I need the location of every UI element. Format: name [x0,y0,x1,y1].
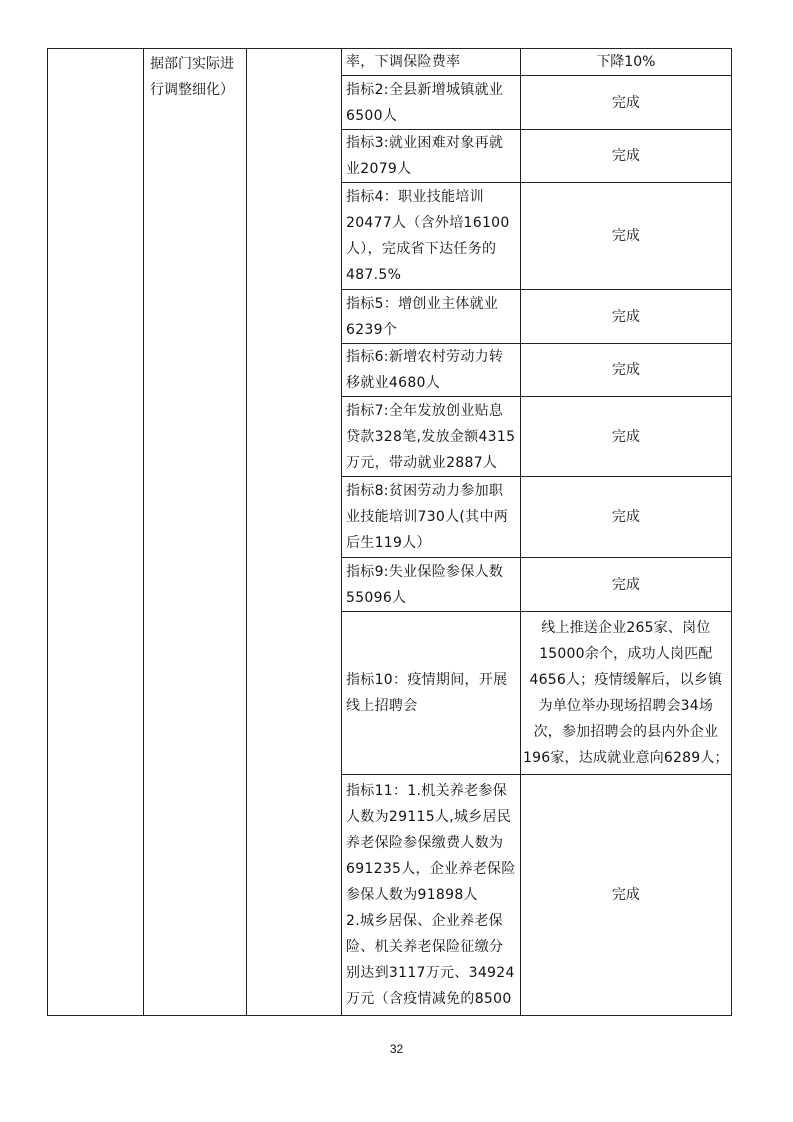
indicator-line: 691235人，企业养老保险 [346,861,516,877]
indicator-cell [342,183,521,290]
result-line: 完成 [611,228,640,244]
note-line: 据部门实际进 [150,56,234,72]
indicator-cell [342,612,521,775]
note-line: 行调整细化） [150,82,234,98]
indicator-line: 业技能培训730人(其中两 [346,509,509,525]
indicator-line: 险、机关养老保险征缴分 [346,939,504,955]
indicator-line: 移就业4680人 [346,375,441,391]
indicator-cell [342,290,521,344]
indicator-line: 6500人 [346,107,398,124]
indicator-cell [342,477,521,558]
indicator-cell [342,49,521,76]
note-cell [144,49,247,1016]
indicator-line: 养老保险参保缴费人数为 [346,835,504,851]
result-line: 4656人；疫情缓解后，以乡镇 [529,672,723,688]
result-line: 完成 [611,362,640,378]
indicator-line: 后生119人） [346,535,431,551]
indicator-line: 指标11：1.机关养老参保 [346,783,508,799]
indicator-line: 指标5：增创业主体就业 [346,295,499,312]
indicator-line: 487.5% [346,267,402,283]
result-line: 196家，达成就业意向6289人； [523,750,729,766]
result-line: 完成 [611,94,640,111]
indicator-line: 指标10：疫情期间，开展 [346,672,508,688]
indicator-cell [342,775,521,1016]
indicator-cell [342,130,521,183]
indicator-line: 人），完成省下达任务的 [346,241,497,257]
result-cell [521,344,732,397]
result-line: 完成 [611,887,640,903]
indicator-line: 55096人 [346,589,407,606]
page-number: 32 [389,1042,404,1056]
indicator-line: 指标6:新增农村劳动力转 [346,349,504,365]
result-cell [521,183,732,290]
result-line: 完成 [611,428,640,445]
indicator-line: 线上招聘会 [346,698,418,714]
indicator-line: 指标7:全年发放创业贴息 [346,402,504,419]
indicator-cell [342,558,521,612]
result-line: 线上推送企业265家、岗位 [541,620,711,636]
indicator-line: 贷款328笔,发放金额4315 [346,428,516,445]
result-cell [521,558,732,612]
indicator-line: 万元，带动就业2887人 [346,454,498,471]
result-line: 完成 [611,308,640,325]
indicator-line: 指标9:失业保险参保人数 [346,563,504,580]
result-cell [521,130,732,183]
indicator-cell [342,397,521,477]
indicator-line: 指标2:全县新增城镇就业 [346,81,504,98]
empty-category-cell [48,49,144,1016]
indicator-line: 率，下调保险费率 [346,54,461,70]
result-cell [521,775,732,1016]
indicator-line: 业2079人 [346,161,412,177]
empty-cell [247,49,342,1016]
indicator-line: 指标4：职业技能培训 [346,189,484,205]
indicator-line: 6239个 [346,321,398,338]
table-row [48,49,732,76]
result-cell [521,76,732,130]
indicator-line: 指标8:贫困劳动力参加职 [346,483,504,499]
result-line: 完成 [611,576,640,593]
indicator-table [47,48,732,1016]
result-line: 完成 [611,148,640,164]
result-cell [521,612,732,775]
indicator-line: 参保人数为91898人 [346,887,478,903]
indicator-cell [342,76,521,130]
indicator-line: 别达到3117万元、34924 [346,965,515,981]
result-cell [521,477,732,558]
indicator-line: 2.城乡居保、企业养老保 [346,913,503,929]
indicator-cell [342,344,521,397]
result-line: 下降10% [596,54,656,70]
result-line: 为单位举办现场招聘会34场 [538,698,714,714]
result-cell [521,397,732,477]
indicator-line: 人数为29115人,城乡居民 [346,809,512,825]
indicator-line: 20477人（含外培16100 [346,215,510,231]
indicator-line: 指标3:就业困难对象再就 [346,135,504,151]
result-line: 15000余个，成功人岗匹配 [539,646,713,662]
result-line: 次，参加招聘会的县内外企业 [533,724,719,740]
result-cell [521,49,732,76]
result-line: 完成 [611,509,640,525]
result-cell [521,290,732,344]
indicator-line: 万元（含疫情减免的8500 [346,991,512,1007]
